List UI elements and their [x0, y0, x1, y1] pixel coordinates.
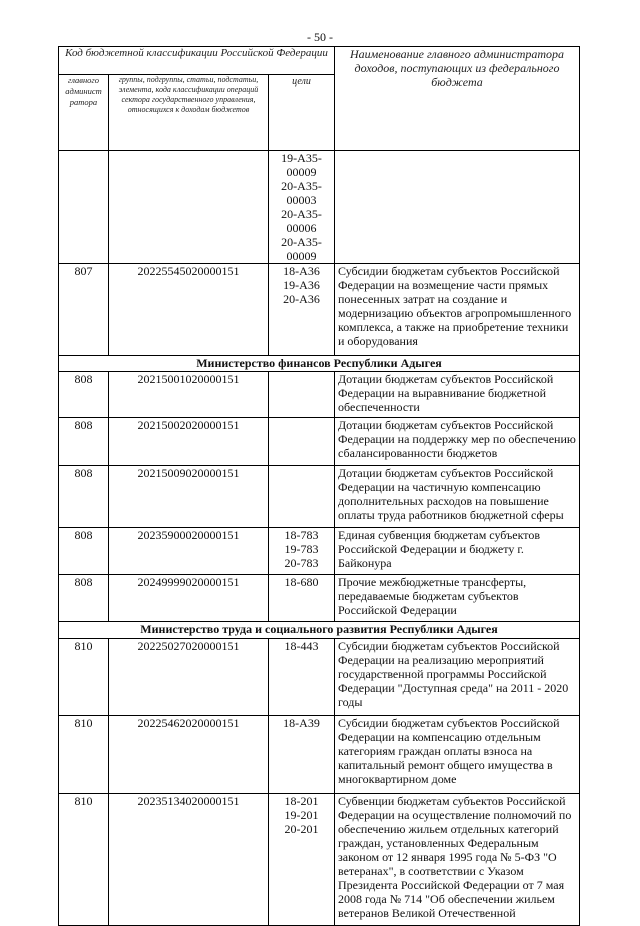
goal-code: 20-А35-00009 [281, 235, 322, 263]
goal-code: 20-А36 [283, 292, 320, 306]
kbk-code: 20225462020000151 [109, 716, 269, 794]
admin-code: 808 [59, 466, 109, 528]
admin-code: 808 [59, 372, 109, 418]
revenue-name: Субсидии бюджетам субъектов Российской Федерации на реализацию мероприятий государственной программы Российской Федерации "Доступная среда" на 2011 - 2020 годы [335, 639, 580, 716]
revenue-name: Дотации бюджетам субъектов Российской Федерации на выравнивание бюджетной обеспеченности [335, 372, 580, 418]
revenue-name: Субвенции бюджетам субъектов Российской Федерации на осуществление полномочий по обеспечению жильем отдельных категорий граждан, установленных Федеральным законом от 12 января 1995 года № 5-ФЗ "О ветеранах", в соответствии с Указом Президента Российской Федерации от 7 мая 2008 года № 714 "Об обеспечении жильем ветеранов Великой Отечественной [335, 794, 580, 926]
header-name: Наименование главного администратора доходов, поступающих из федерального бюджета [335, 47, 580, 151]
table-row [59, 372, 580, 418]
goal-codes [269, 418, 335, 466]
table-row [59, 466, 580, 528]
table-row [59, 716, 580, 794]
goal-code: 20-А35-00003 [281, 179, 322, 207]
admin-code: 807 [59, 264, 109, 356]
admin-code: 808 [59, 528, 109, 575]
header-code-group: Код бюджетной классификации Российской Федерации [59, 47, 335, 75]
revenue-name: Дотации бюджетам субъектов Российской Федерации на частичную компенсацию дополнительных расходов на повышение оплаты труда работников бюджетной сферы [335, 466, 580, 528]
kbk-code [109, 151, 269, 264]
revenue-name [335, 151, 580, 264]
goal-code: 18-А39 [283, 716, 320, 730]
admin-code: 810 [59, 716, 109, 794]
goal-code: 18-783 [284, 528, 319, 542]
kbk-code: 20249999020000151 [109, 575, 269, 622]
goal-code: 20-201 [284, 822, 319, 836]
revenue-name: Субсидии бюджетам субъектов Российской Федерации на возмещение части прямых понесенных затрат на создание и модернизацию объектов агропромышленного комплекса, а также на приобретение техники и оборудования [335, 264, 580, 356]
table-row [59, 151, 580, 264]
header-goal: цели [269, 75, 335, 151]
goal-codes [269, 639, 335, 716]
kbk-code: 20215001020000151 [109, 372, 269, 418]
table-row [59, 794, 580, 926]
table-row [59, 639, 580, 716]
section-title: Министерство финансов Республики Адыгея [59, 356, 580, 372]
goal-codes [269, 264, 335, 356]
revenue-name: Единая субвенция бюджетам субъектов Российской Федерации и бюджету г. Байконура [335, 528, 580, 575]
goal-code: 19-А36 [283, 278, 320, 292]
admin-code: 810 [59, 639, 109, 716]
table-row [59, 264, 580, 356]
page-number: - 50 - [307, 30, 333, 44]
section-title: Министерство труда и социального развития Республики Адыгея [59, 622, 580, 639]
kbk-code: 20215002020000151 [109, 418, 269, 466]
kbk-code: 20215009020000151 [109, 466, 269, 528]
goal-code: 19-783 [284, 542, 319, 556]
goal-code: 20-783 [284, 556, 319, 570]
revenue-name: Прочие межбюджетные трансферты, передаваемые бюджетам субъектов Российской Федерации [335, 575, 580, 622]
kbk-code: 20235134020000151 [109, 794, 269, 926]
table-row [59, 418, 580, 466]
goal-code: 19-201 [284, 808, 319, 822]
budget-classification-table [58, 46, 580, 926]
goal-code: 20-А35-00006 [281, 207, 322, 235]
goal-codes [269, 372, 335, 418]
kbk-code: 20225545020000151 [109, 264, 269, 356]
revenue-name: Дотации бюджетам субъектов Российской Федерации на поддержку мер по обеспечению сбалансированности бюджетов [335, 418, 580, 466]
header-admin: главного админист ратора [59, 75, 109, 151]
goal-code: 18-680 [284, 575, 319, 589]
goal-codes [269, 151, 335, 264]
goal-codes [269, 716, 335, 794]
table-row [59, 528, 580, 575]
table-row [59, 575, 580, 622]
goal-codes [269, 466, 335, 528]
goal-code: 18-А36 [283, 264, 320, 278]
goal-code: 19-А35-00009 [281, 151, 322, 179]
admin-code [59, 151, 109, 264]
kbk-code: 20235900020000151 [109, 528, 269, 575]
revenue-name: Субсидии бюджетам субъектов Российской Федерации на компенсацию отдельным категориям граждан оплаты взноса на капитальный ремонт общего имущества в многоквартирном доме [335, 716, 580, 794]
kbk-code: 20225027020000151 [109, 639, 269, 716]
goal-codes [269, 575, 335, 622]
section-row [59, 356, 580, 372]
admin-code: 810 [59, 794, 109, 926]
goal-codes [269, 528, 335, 575]
admin-code: 808 [59, 418, 109, 466]
section-row [59, 622, 580, 639]
header-row-1 [59, 47, 580, 75]
admin-code: 808 [59, 575, 109, 622]
goal-code: 18-201 [284, 794, 319, 808]
header-kbk: группы, подгруппы, статьи, подстатьи, элемента, кода классификации операций сектора государственного управления, относящихся к доходам бюджетов [109, 75, 269, 151]
goal-codes [269, 794, 335, 926]
goal-code: 18-443 [284, 639, 319, 653]
